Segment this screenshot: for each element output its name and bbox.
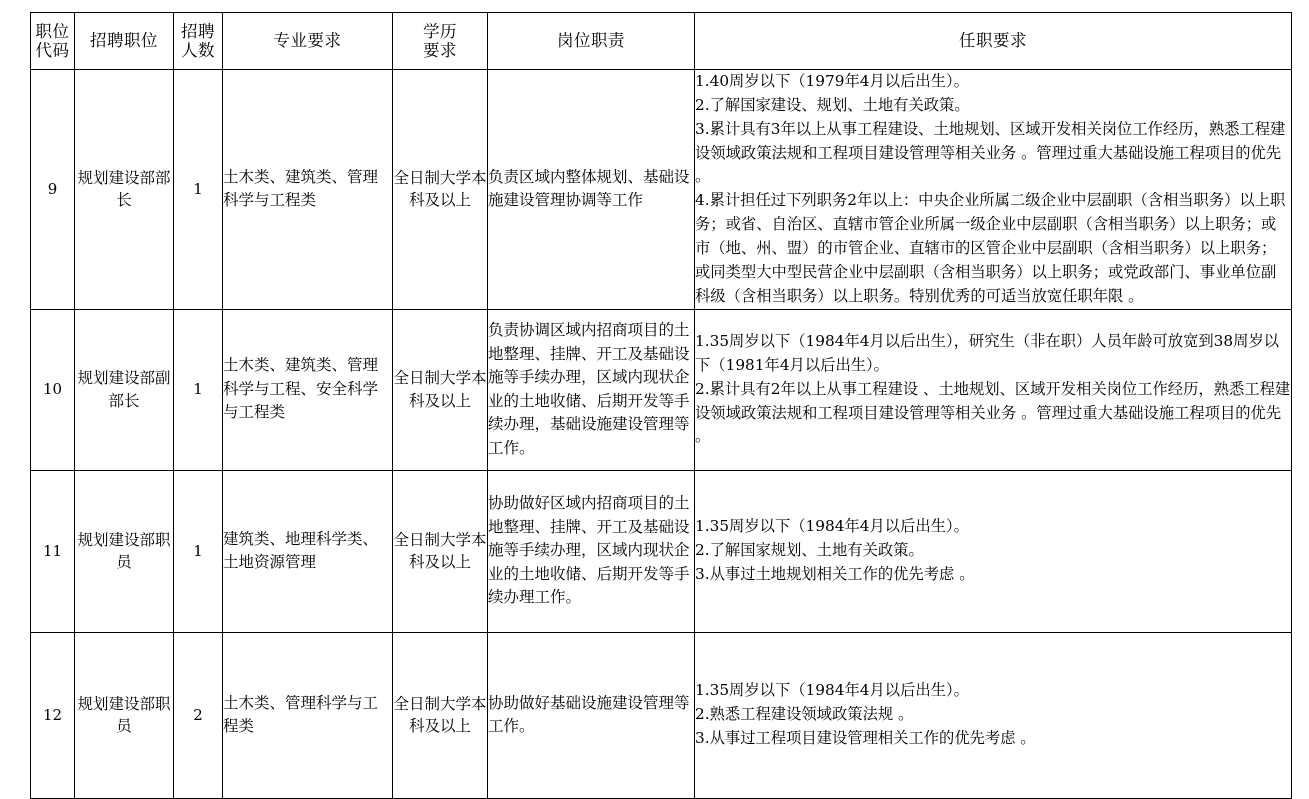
recruitment-table [30, 12, 1292, 799]
table-row [31, 70, 1292, 310]
cell-headcount: 2 [174, 632, 223, 798]
qualification-line: 2.累计具有2年以上从事工程建设 、土地规划、区域开发相关岗位工作经历，熟悉工程建设领域政策法规和工程项目建设管理等相关业务 。管理过重大基础设施工程项目的优先 。 [695, 379, 1291, 446]
cell-position-code: 9 [31, 70, 75, 310]
column-header-major [223, 13, 393, 70]
cell-position-code: 11 [31, 470, 75, 632]
table-row [31, 470, 1292, 632]
column-header-req [695, 13, 1292, 70]
cell-job-duty: 协助做好基础设施建设管理等工作。 [488, 632, 695, 798]
cell-major-requirement: 土木类、管理科学与工程类 [223, 632, 393, 798]
column-header-code-line1: 职位 [35, 21, 70, 41]
table-body [31, 70, 1292, 799]
qualification-line: 1.35周岁以下（1984年4月以后出生）。 [695, 681, 969, 700]
cell-position-name: 规划建设部职员 [75, 470, 174, 632]
cell-major-requirement: 土木类、建筑类、管理科学与工程、安全科学与工程类 [223, 309, 393, 470]
cell-education-requirement: 全日制大学本科及以上 [393, 309, 488, 470]
table-header-row [31, 13, 1292, 70]
cell-qualification-requirement [695, 470, 1292, 632]
column-header-req-line1: 任职要求 [959, 31, 1027, 51]
cell-position-code: 12 [31, 632, 75, 798]
cell-position-name: 规划建设部副部长 [75, 309, 174, 470]
cell-education-requirement: 全日制大学本科及以上 [393, 470, 488, 632]
qualification-line: 2.了解国家规划、土地有关政策。 [695, 541, 924, 560]
column-header-num-line1: 招聘 [181, 21, 215, 41]
table-row [31, 309, 1292, 470]
qualification-line: 2.了解国家建设、规划、土地有关政策。 [695, 95, 970, 114]
cell-job-duty: 负责区域内整体规划、基础设施建设管理协调等工作 [488, 70, 695, 310]
column-header-edu [393, 13, 488, 70]
cell-qualification-requirement [695, 70, 1292, 310]
column-header-major-line1: 专业要求 [273, 31, 342, 51]
cell-job-duty: 负责协调区域内招商项目的土地整理、挂牌、开工及基础设施等手续办理，区域内现状企业的土地收储、后期开发等手续办理，基础设施建设管理等工作。 [488, 309, 695, 470]
cell-qualification-requirement [695, 309, 1292, 470]
column-header-post [75, 13, 174, 70]
cell-job-duty: 协助做好区域内招商项目的土地整理、挂牌、开工及基础设施等手续办理，区域内现状企业的土地收储、后期开发等手续办理工作。 [488, 470, 695, 632]
cell-headcount: 1 [174, 309, 223, 470]
column-header-num [174, 13, 223, 70]
column-header-edu-line2: 要求 [423, 41, 457, 60]
qualification-line: 3.从事过土地规划相关工作的优先考虑 。 [695, 565, 975, 584]
cell-qualification-requirement [695, 632, 1292, 798]
cell-major-requirement: 土木类、建筑类、管理科学与工程类 [223, 70, 393, 310]
column-header-duty-line1: 岗位职责 [557, 31, 625, 51]
qualification-line: 2.熟悉工程建设领域政策法规 。 [695, 705, 914, 724]
cell-headcount: 1 [174, 470, 223, 632]
qualification-line: 4.累计担任过下列职务2年以上：中央企业所属二级企业中层副职（含相当职务）以上职务；或省、自治区、直辖市管企业所属一级企业中层副职（含相当职务）以上职务；或市（地、州、盟）的市管企业、直辖市的区管企业中层副职（含相当职务）以上职务；或同类型大中型民营企业中层副职（含相当职务）以上职务；或党政部门、事业单位副科级（含相当职务）以上职务。特别优秀的可适当放宽任职年限 。 [695, 191, 1286, 305]
column-header-duty [488, 13, 695, 70]
table-header [31, 13, 1292, 70]
cell-headcount: 1 [174, 70, 223, 310]
column-header-code [31, 13, 75, 70]
qualification-line: 1.35周岁以下（1984年4月以后出生），研究生（非在职）人员年龄可放宽到38周岁以下（1981年4月以后出生）。 [695, 331, 1280, 374]
column-header-edu-line1: 学历 [423, 21, 457, 41]
qualification-line: 1.40周岁以下（1979年4月以后出生）。 [695, 72, 969, 90]
table-row [31, 632, 1292, 798]
cell-position-code: 10 [31, 309, 75, 470]
qualification-line: 1.35周岁以下（1984年4月以后出生）。 [695, 517, 969, 536]
cell-education-requirement: 全日制大学本科及以上 [393, 632, 488, 798]
cell-position-name: 规划建设部部长 [75, 70, 174, 310]
column-header-post-line1: 招聘职位 [90, 31, 158, 51]
cell-position-name: 规划建设部职员 [75, 632, 174, 798]
qualification-line: 3.从事过工程项目建设管理相关工作的优先考虑 。 [695, 729, 1036, 748]
column-header-num-line2: 人数 [181, 41, 215, 60]
qualification-line: 3.累计具有3年以上从事工程建设、土地规划、区域开发相关岗位工作经历，熟悉工程建设领域政策法规和工程项目建设管理等相关业务 。管理过重大基础设施工程项目的优先 。 [695, 119, 1286, 186]
column-header-code-line2: 代码 [35, 41, 70, 60]
cell-education-requirement: 全日制大学本科及以上 [393, 70, 488, 310]
cell-major-requirement: 建筑类、地理科学类、土地资源管理 [223, 470, 393, 632]
